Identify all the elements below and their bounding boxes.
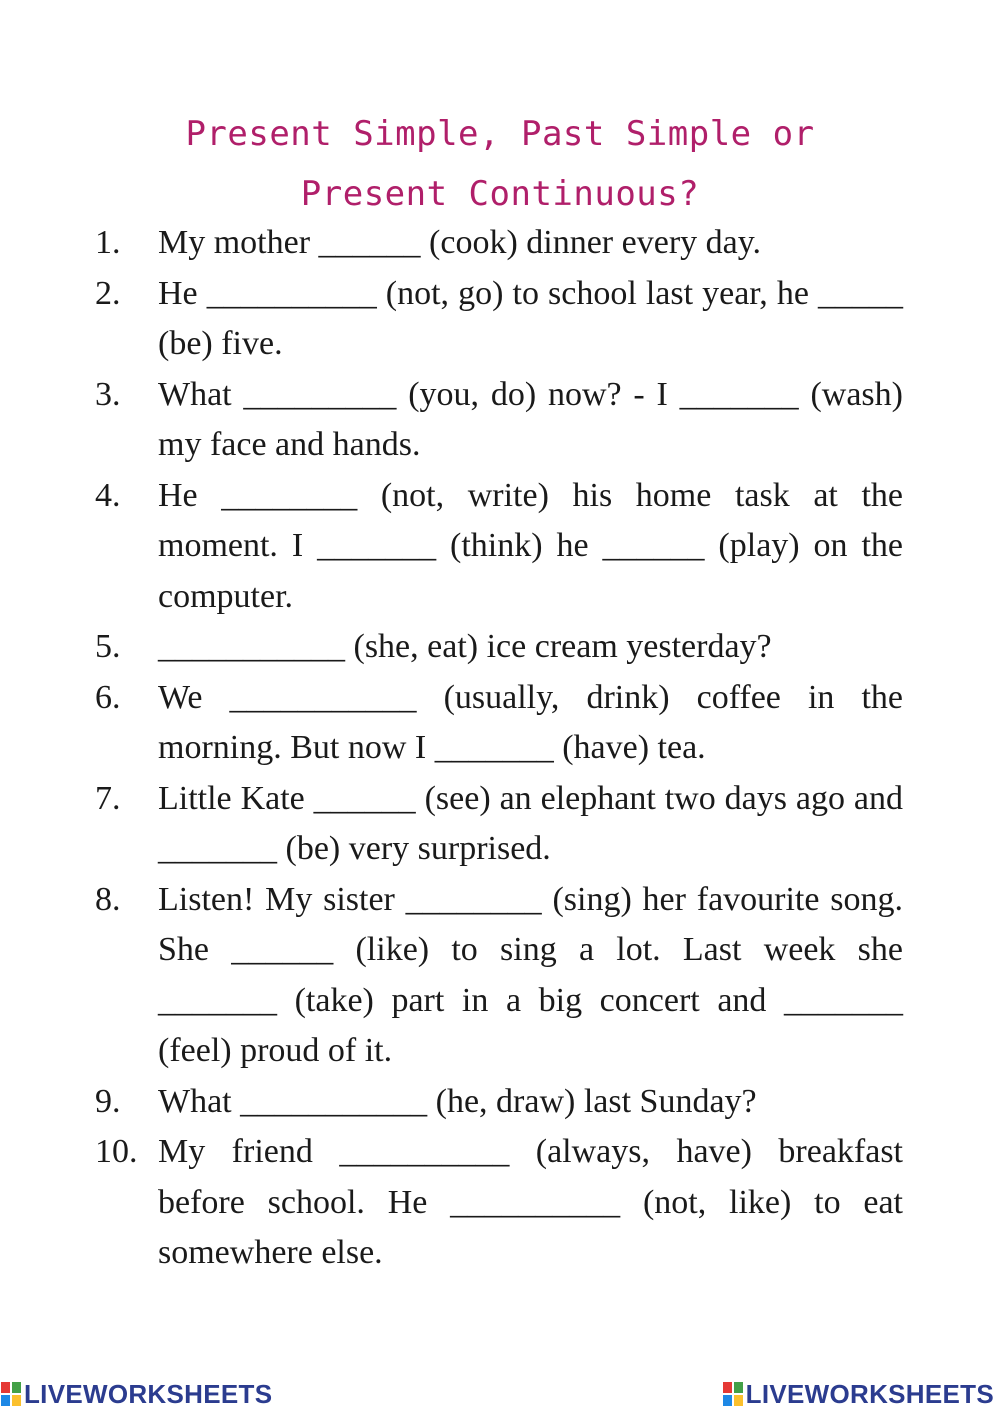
title-line-1: Present Simple, Past Simple or: [185, 114, 815, 154]
exercise-item: [95, 774, 903, 875]
exercise-item: [95, 471, 903, 623]
exercise-number: 6.: [95, 678, 121, 716]
exercise-item: [95, 370, 903, 471]
footer-logo-right[interactable]: [722, 1376, 994, 1412]
exercise-text: What _________ (you, do) now? - I _______ (wash) my face and hands.: [158, 375, 903, 463]
exercise-text: Little Kate ______ (see) an elephant two days ago and _______ (be) very surprised.: [158, 779, 903, 867]
exercise-number: 7.: [95, 779, 121, 817]
exercise-text: He ________ (not, write) his home task at the moment. I _______ (think) he ______ (play) on the computer.: [158, 476, 903, 615]
footer-logo-left[interactable]: [0, 1376, 272, 1412]
exercise-number: 10.: [95, 1133, 138, 1170]
exercise-number: 5.: [95, 628, 121, 665]
exercise-item: [95, 218, 903, 269]
exercise-text: We ___________ (usually, drink) coffee in the morning. But now I _______ (have) tea.: [158, 678, 903, 766]
exercise-item: [95, 622, 903, 673]
exercise-text: ___________ (she, eat) ice cream yesterday?: [158, 628, 772, 665]
footer-logo-text: LIVEWORKSHEETS: [745, 1378, 994, 1409]
exercise-item: [95, 875, 903, 1077]
exercise-number: 3.: [95, 375, 121, 413]
worksheet-title: [0, 104, 1000, 224]
exercise-text: My mother ______ (cook) dinner every day.: [158, 224, 762, 261]
exercise-item: [95, 1127, 903, 1279]
exercise-number: 9.: [95, 1082, 121, 1120]
liveworksheets-icon: [0, 1381, 22, 1407]
exercise-item: [95, 673, 903, 774]
footer-logo-text: LIVEWORKSHEETS: [24, 1378, 273, 1409]
exercise-text: Listen! My sister ________ (sing) her favourite song. She ______ (like) to sing a lot. Last week she _______ (take) part in a big concert and _______ (feel) proud of it.: [158, 880, 903, 1069]
exercise-item: [95, 269, 903, 370]
exercise-text: He __________ (not, go) to school last year, he _____ (be) five.: [158, 274, 903, 362]
exercise-list: [95, 218, 903, 1279]
exercise-number: 4.: [95, 476, 121, 514]
exercise-number: 2.: [95, 274, 121, 312]
title-line-2: Present Continuous?: [300, 174, 700, 214]
exercise-number: 8.: [95, 880, 121, 918]
exercise-text: My friend __________ (always, have) breakfast before school. He __________ (not, like) to eat somewhere else.: [158, 1133, 903, 1271]
exercise-number: 1.: [95, 224, 121, 261]
exercise-item: [95, 1077, 903, 1128]
exercise-text: What ___________ (he, draw) last Sunday?: [158, 1082, 757, 1120]
liveworksheets-icon: [722, 1381, 744, 1407]
